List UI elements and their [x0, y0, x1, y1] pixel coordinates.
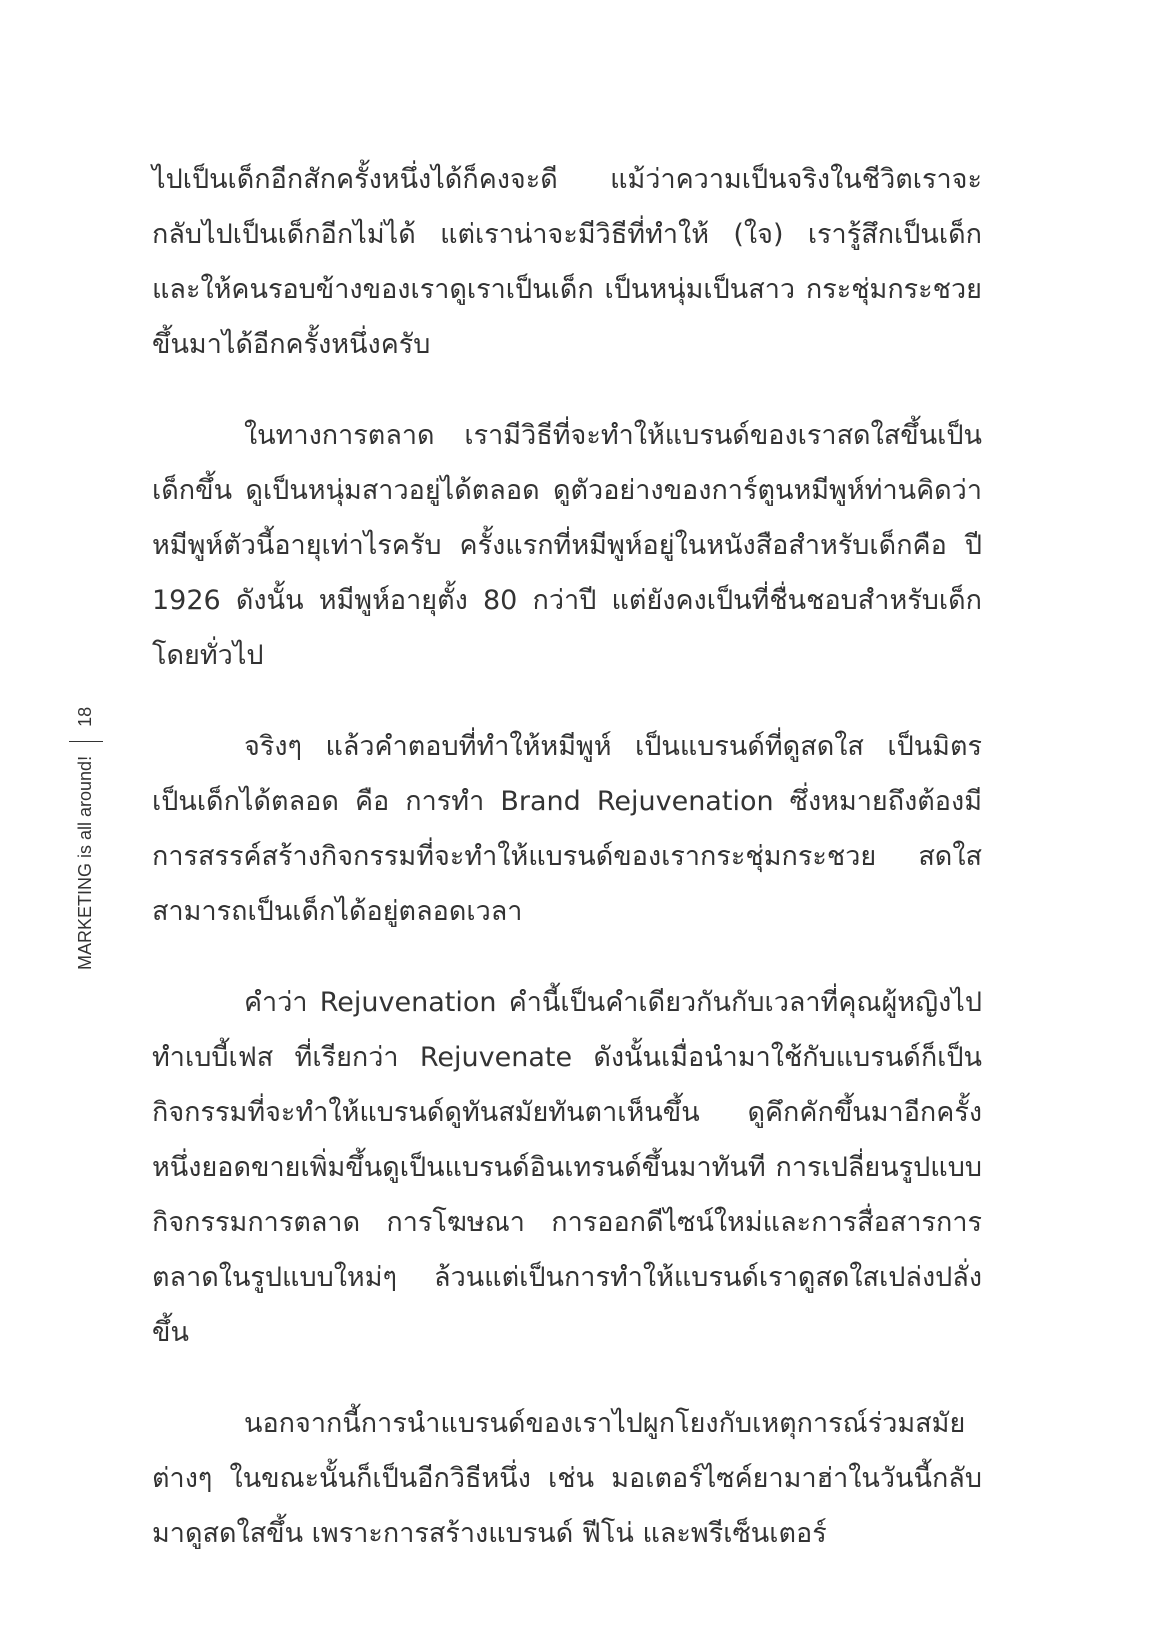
body-text	[152, 152, 982, 1597]
book-title: MARKETING is all around!	[75, 755, 95, 970]
paragraph-2: ในทางการตลาด เรามีวิธีที่จะทำให้แบรนด์ของเราสดใสขึ้นเป็นเด็กขึ้น ดูเป็นหนุ่มสาวอยู่ได้ตลอด ดูตัวอย่างของการ์ตูนหมีพูห์ท่านคิดว่าหมีพูห์ตัวนี้อายุเท่าไรครับ ครั้งแรกที่หมีพูห์อยู่ในหนังสือสำหรับเด็กคือ ปี 1926 ดังนั้น หมีพูห์อายุตั้ง 80 กว่าปี แต่ยังคงเป็นที่ชื่นชอบสำหรับเด็กโดยทั่วไป	[152, 420, 982, 671]
paragraph-3: จริงๆ แล้วคำตอบที่ทำให้หมีพูห์ เป็นแบรนด์ที่ดูสดใส เป็นมิตรเป็นเด็กได้ตลอด คือ การทำ Brand Rejuvenation ซึ่งหมายถึงต้องมีการสรรค์สร้างกิจกรรมที่จะทำให้แบรนด์ของเรากระชุ่มกระชวย สดใสสามารถเป็นเด็กได้อยู่ตลอดเวลา	[152, 731, 982, 927]
running-header-rotated	[63, 650, 108, 980]
paragraph-4: คำว่า Rejuvenation คำนี้เป็นคำเดียวกันกับเวลาที่คุณผู้หญิงไปทำเบบี้เฟส ที่เรียกว่า Rejuvenate ดังนั้นเมื่อนำมาใช้กับแบรนด์ก็เป็นกิจกรรมที่จะทำให้แบรนด์ดูทันสมัยทันตาเห็นขึ้น ดูคึกคักขึ้นมาอีกครั้งหนึ่งยอดขายเพิ่มขึ้นดูเป็นแบรนด์อินเทรนด์ขึ้นมาทันที การเปลี่ยนรูปแบบกิจกรรมการตลาด การโฆษณา การออกดีไซน์ใหม่และการสื่อสารการตลาดในรูปแบบใหม่ๆ ล้วนแต่เป็นการทำให้แบรนด์เราดูสดใสเปล่งปลั่งขึ้น	[152, 987, 982, 1348]
paragraph-5: นอกจากนี้การนำแบรนด์ของเราไปผูกโยงกับเหตุการณ์ร่วมสมัยต่างๆ ในขณะนั้นก็เป็นอีกวิธีหนึ่ง เช่น มอเตอร์ไซค์ยามาฮ่าในวันนี้กลับมาดูสดใสขึ้น เพราะการสร้างแบรนด์ ฟีโน่ และพรีเซ็นเตอร์	[152, 1408, 982, 1549]
paragraph-1: ไปเป็นเด็กอีกสักครั้งหนึ่งได้ก็คงจะดี แม้ว่าความเป็นจริงในชีวิตเราจะกลับไปเป็นเด็กอีกไม่ได้ แต่เราน่าจะมีวิธีที่ทำให้ (ใจ) เรารู้สึกเป็นเด็กและให้คนรอบข้างของเราดูเราเป็นเด็ก เป็นหนุ่มเป็นสาว กระชุ่มกระชวยขึ้นมาได้อีกครั้งหนึ่งครับ	[152, 164, 982, 360]
page-number: 18	[75, 706, 95, 727]
header-divider	[69, 741, 103, 742]
running-header	[63, 650, 108, 980]
